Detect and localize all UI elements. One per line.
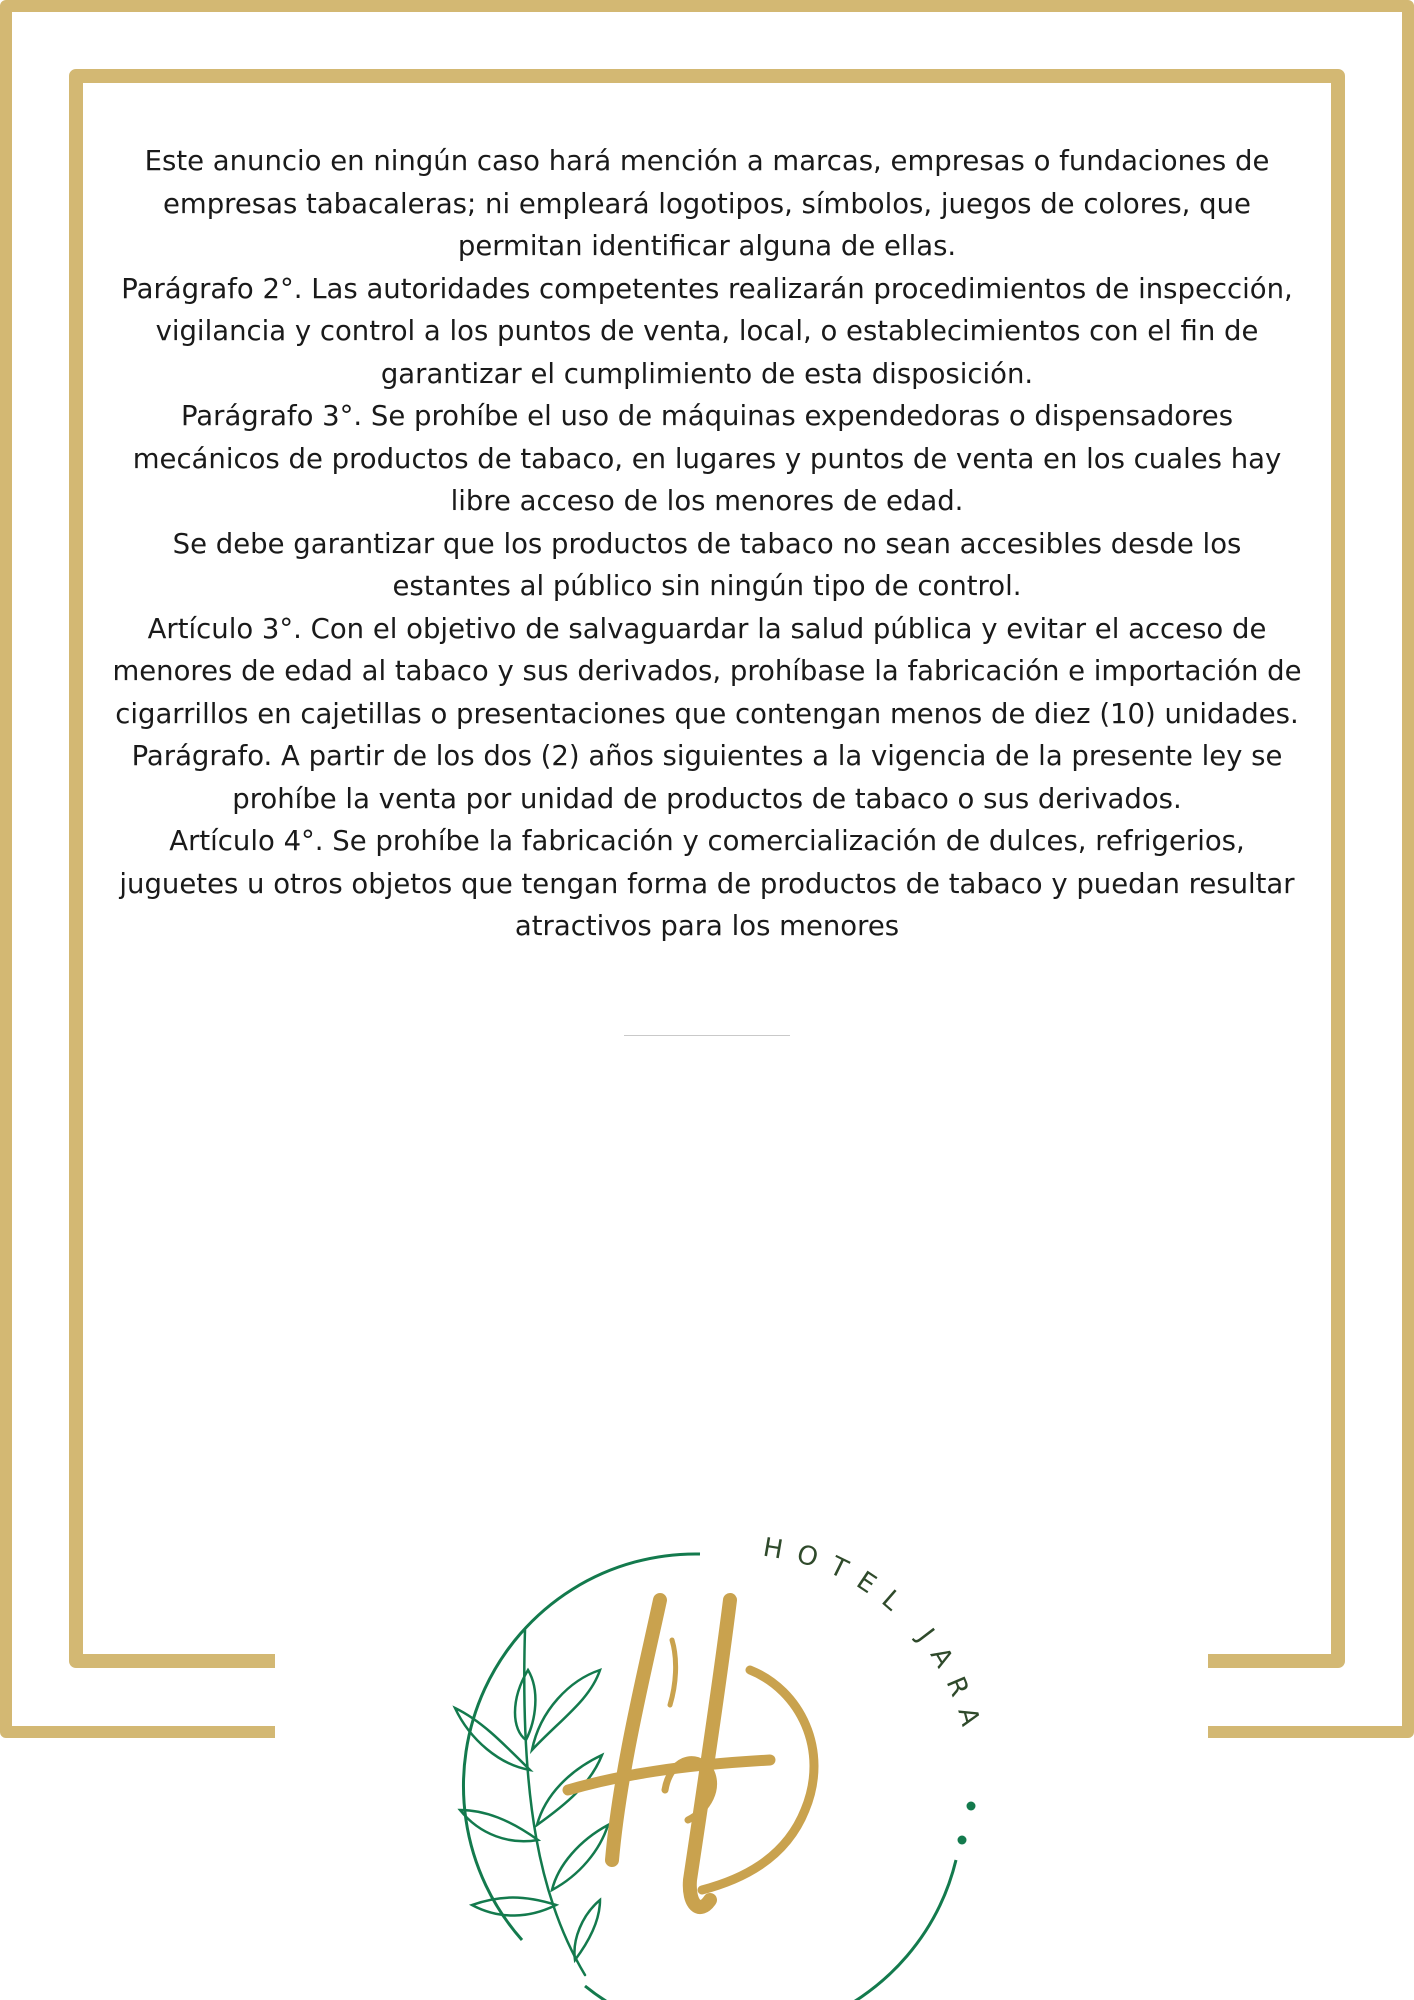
paragraph-articulo-3: Artículo 3°. Con el objetivo de salvaguardar la salud pública y evitar el acceso de menores de edad al tabaco y sus derivados, prohíbase la fabricación e importación de cigarrillos en cajetillas o presentaciones que contengan menos de diez (10) unidades. — [112, 612, 1302, 730]
paragraph-accessibility: Se debe garantizar que los productos de tabaco no sean accesibles desde los estantes al público sin ningún tipo de control. — [172, 527, 1242, 602]
divider-line — [624, 1035, 790, 1036]
logo-name-path: HOTEL JARA — [760, 1532, 989, 1743]
logo-dot-1 — [967, 1802, 976, 1811]
logo-circle-arc-bottom — [585, 1860, 956, 2000]
paragraph-announcement: Este anuncio en ningún caso hará mención a marcas, empresas o fundaciones de empresas tabacaleras; ni empleará logotipos, símbolos, juegos de colores, que permitan identificar alguna de ellas. — [144, 145, 1270, 262]
logo-dot-2 — [958, 1836, 967, 1845]
paragraph-paragrafo: Parágrafo. A partir de los dos (2) años siguientes a la vigencia de la presente ley se prohíbe la venta por unidad de productos de tabaco o sus derivados. — [131, 740, 1283, 815]
hotel-jara-logo — [440, 1520, 1000, 2000]
paragraph-paragrafo-2: Parágrafo 2°. Las autoridades competentes realizarán procedimientos de inspección, vigilancia y control a los puntos de venta, local, o establecimientos con el fin de garantizar el cumplimiento de esta disposición. — [121, 272, 1293, 390]
olive-branch-icon — [455, 1630, 608, 1975]
paragraph-articulo-4: Artículo 4°. Se prohíbe la fabricación y comercialización de dulces, refrigerios, juguetes u otros objetos que tengan forma de productos de tabaco y puedan resultar atractivos para los menores — [119, 825, 1295, 942]
document-body — [112, 140, 1302, 948]
paragraph-paragrafo-3: Parágrafo 3°. Se prohíbe el uso de máquinas expendedoras o dispensadores mecánicos de productos de tabaco, en lugares y puntos de venta en los cuales hay libre acceso de los menores de edad. — [132, 400, 1282, 517]
monogram-hj-icon — [568, 1600, 814, 1907]
